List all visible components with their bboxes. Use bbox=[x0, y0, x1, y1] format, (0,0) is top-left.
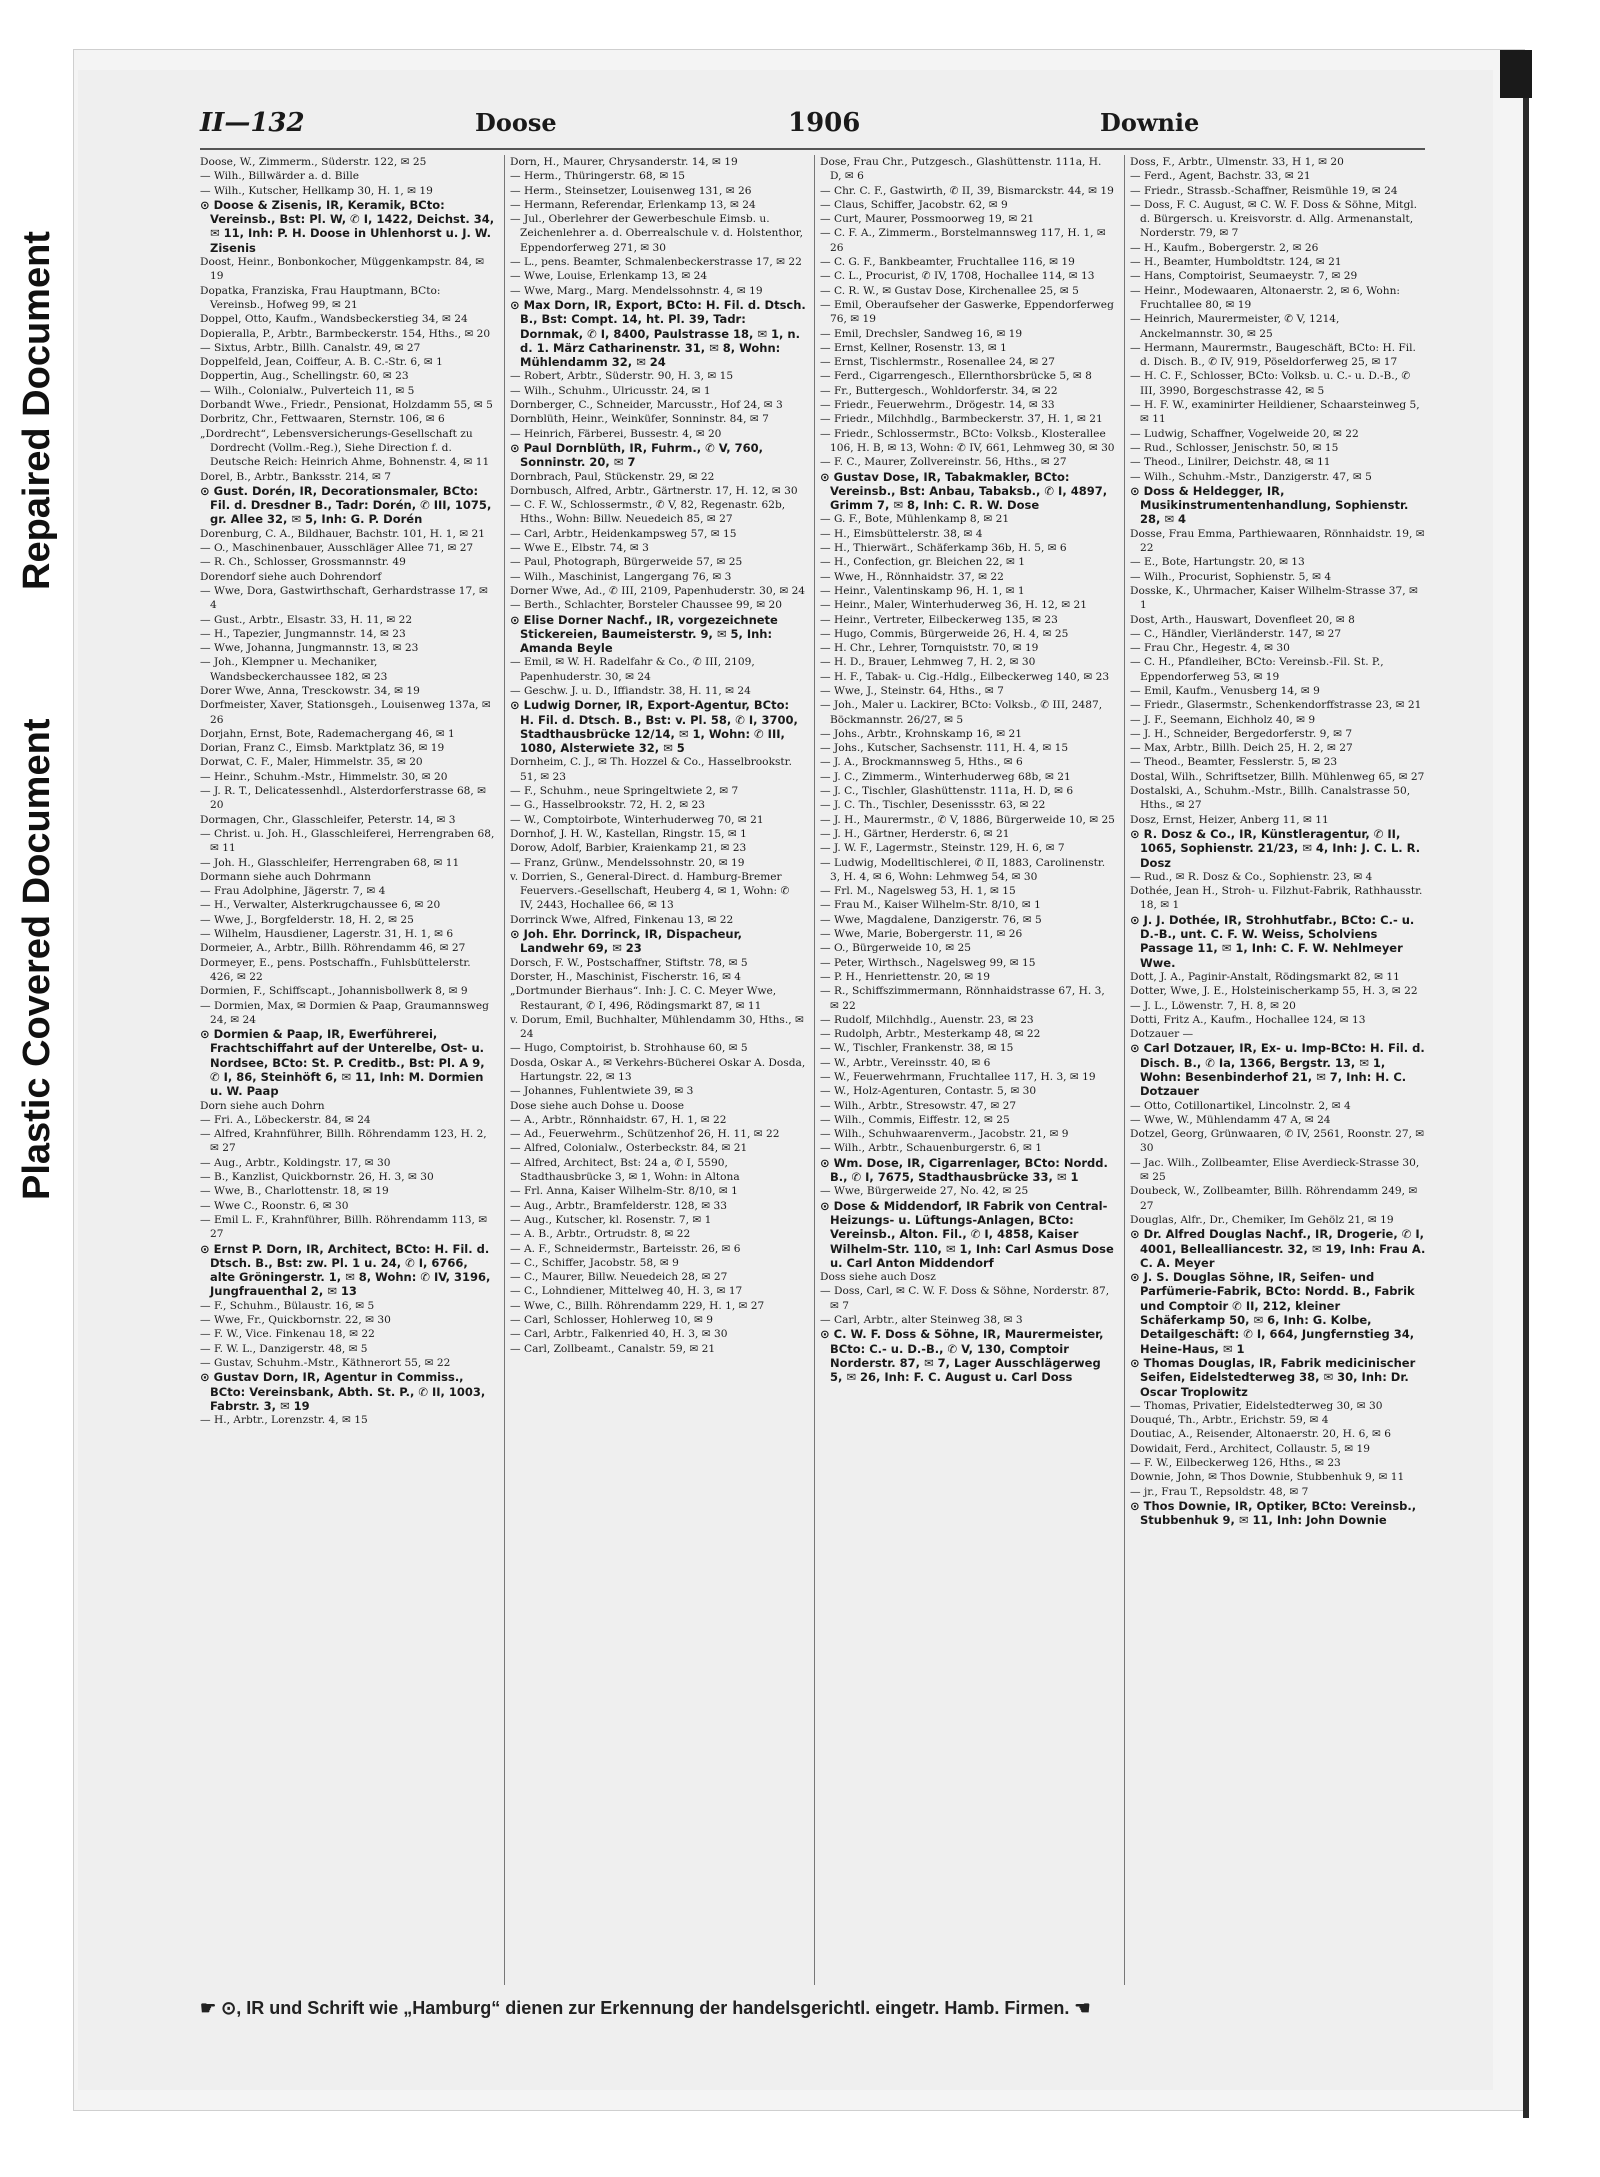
directory-entry: — Peter, Wirthsch., Nagelsweg 99, ✉ 15 bbox=[820, 956, 1036, 969]
page-header bbox=[200, 108, 1420, 144]
directory-entry: — Frau Adolphine, Jägerstr. 7, ✉ 4 bbox=[200, 885, 386, 898]
directory-entry: — C. R. W., ✉ Gustav Dose, Kirchenallee 25, ✉ 5 bbox=[820, 284, 1079, 297]
directory-entry: — Thomas, Privatier, Eidelstedterweg 30, ✉ 30 bbox=[1130, 1399, 1383, 1412]
directory-entry: Dorbritz, Chr., Fettwaaren, Sternstr. 106, ✉ 6 bbox=[200, 413, 445, 426]
directory-entry: — G., Hasselbrookstr. 72, H. 2, ✉ 23 bbox=[510, 799, 705, 812]
directory-entry: Dormeyer, E., pens. Postschaffn., Fuhlsbüttelerstr. 426, ✉ 22 bbox=[200, 956, 471, 983]
directory-entry: Dornbrach, Paul, Stückenstr. 29, ✉ 22 bbox=[510, 470, 715, 483]
directory-entry: — Paul, Photograph, Bürgerweide 57, ✉ 25 bbox=[510, 556, 743, 569]
directory-entry: Dormann siehe auch Dohrmann bbox=[200, 870, 371, 883]
directory-entry: Dornbusch, Alfred, Arbtr., Gärtnerstr. 17, H. 12, ✉ 30 bbox=[510, 484, 798, 497]
directory-entry: — Frau Chr., Hegestr. 4, ✉ 30 bbox=[1130, 642, 1290, 655]
directory-entry: — J. C., Zimmerm., Winterhuderweg 68b, ✉ 21 bbox=[820, 770, 1071, 783]
directory-entry: — Heinr., Valentinskamp 96, H. 1, ✉ 1 bbox=[820, 584, 1025, 597]
directory-entry: — G. F., Bote, Mühlenkamp 8, ✉ 21 bbox=[820, 513, 1010, 526]
directory-entry: — Dormien, Max, ✉ Dormien & Paap, Graumannsweg 24, ✉ 24 bbox=[200, 999, 489, 1026]
directory-entry: Dosske, K., Uhrmacher, Kaiser Wilhelm-Strasse 37, ✉ 1 bbox=[1130, 584, 1418, 612]
column-3 bbox=[820, 155, 1116, 1985]
directory-entry: Doutiac, A., Reisender, Altonaerstr. 20, H. 6, ✉ 6 bbox=[1130, 1428, 1392, 1441]
directory-entry: Dosse, Frau Emma, Parthiewaaren, Rönnhaidstr. 19, ✉ 22 bbox=[1130, 527, 1425, 555]
directory-entry: — Friedr., Glasermstr., Schenkendorffstrasse 23, ✉ 21 bbox=[1130, 699, 1422, 712]
directory-entry: — Emil, Oberaufseher der Gaswerke, Eppendorferweg 76, ✉ 19 bbox=[820, 298, 1114, 326]
repaired-document-label: Repaired Document bbox=[16, 231, 58, 590]
directory-entry: — W., Tischler, Frankenstr. 38, ✉ 15 bbox=[820, 1042, 1014, 1055]
directory-entry: — Johannes, Fuhlentwiete 39, ✉ 3 bbox=[510, 1085, 694, 1098]
directory-entry: — Heinr., Vertreter, Eilbeckerweg 135, ✉ 23 bbox=[820, 613, 1058, 626]
directory-entry: Dorwat, C. F., Maler, Himmelstr. 35, ✉ 20 bbox=[200, 756, 423, 769]
directory-entry: ⊙ Elise Dorner Nachf., IR, vorgezeichnete Stickereien, Baumeisterstr. 9, ✉ 5, Inh: Amanda Beyle bbox=[510, 612, 778, 656]
directory-entry: — Rudolph, Arbtr., Mesterkamp 48, ✉ 22 bbox=[820, 1028, 1041, 1041]
directory-entry: — F. W. L., Danzigerstr. 48, ✉ 5 bbox=[200, 1342, 368, 1355]
directory-entry: Dorster, H., Maschinist, Fischerstr. 16, ✉ 4 bbox=[510, 970, 742, 983]
side-banner bbox=[0, 0, 72, 2177]
directory-entry: — Johs., Arbtr., Krohnskamp 16, ✉ 21 bbox=[820, 727, 1023, 740]
directory-entry: Dorner Wwe, Ad., ✆ III, 2109, Papenhuderstr. 30, ✉ 24 bbox=[510, 584, 806, 597]
directory-entry: — J. H., Gärtner, Herderstr. 6, ✉ 21 bbox=[820, 827, 1010, 840]
directory-entry: Dott, J. A., Paginir-Anstalt, Rödingsmarkt 82, ✉ 11 bbox=[1130, 970, 1400, 983]
directory-entry: — A., Arbtr., Rönnhaidstr. 67, H. 1, ✉ 22 bbox=[510, 1113, 727, 1126]
directory-entry: — Carl, Schlosser, Hohlerweg 10, ✉ 9 bbox=[510, 1314, 713, 1327]
directory-entry: — Frl. Anna, Kaiser Wilhelm-Str. 8/10, ✉ 1 bbox=[510, 1185, 738, 1198]
directory-entry: Dorjahn, Ernst, Bote, Rademachergang 46, ✉ 1 bbox=[200, 727, 455, 740]
directory-entry: — Gust., Arbtr., Elsastr. 33, H. 11, ✉ 22 bbox=[200, 613, 413, 626]
directory-entry: Dose siehe auch Dohse u. Doose bbox=[510, 1099, 685, 1112]
directory-entry: — H., Verwalter, Alsterkrugchaussee 6, ✉ 20 bbox=[200, 899, 441, 912]
directory-entry: — Franz, Grünw., Mendelssohnstr. 20, ✉ 19 bbox=[510, 856, 745, 869]
directory-entry: — F. C., Maurer, Zollvereinstr. 56, Hths., ✉ 27 bbox=[820, 456, 1067, 469]
directory-entry: — Heinr., Schuhm.-Mstr., Himmelstr. 30, ✉ 20 bbox=[200, 770, 448, 783]
directory-entry: Dorow, Adolf, Barbier, Kraienkamp 21, ✉ 23 bbox=[510, 842, 747, 855]
directory-entry: — Wwe C., Roonstr. 6, ✉ 30 bbox=[200, 1199, 349, 1212]
directory-entry: — C., Händler, Vierländerstr. 147, ✉ 27 bbox=[1130, 627, 1342, 640]
directory-entry: ⊙ Doss & Heldegger, IR, Musikinstrumentenhandlung, Sophienstr. 28, ✉ 4 bbox=[1130, 483, 1409, 527]
directory-entry: Dopieralla, P., Arbtr., Barmbeckerstr. 154, Hths., ✉ 20 bbox=[200, 327, 491, 340]
directory-entry: — Aug., Arbtr., Koldingstr. 17, ✉ 30 bbox=[200, 1156, 391, 1169]
directory-entry: — Emil, Kaufm., Venusberg 14, ✉ 9 bbox=[1130, 684, 1320, 697]
directory-entry: Dormien, F., Schiffscapt., Johannisbollwerk 8, ✉ 9 bbox=[200, 985, 468, 998]
directory-entry: — Wilh., Kutscher, Hellkamp 30, H. 1, ✉ 19 bbox=[200, 184, 433, 197]
directory-entry: Doppel, Otto, Kaufm., Wandsbeckerstieg 34, ✉ 24 bbox=[200, 313, 468, 326]
directory-entry: Dorian, Franz C., Eimsb. Marktplatz 36, ✉ 19 bbox=[200, 742, 445, 755]
directory-entry: — Theod., Beamter, Fesslerstr. 5, ✉ 23 bbox=[1130, 756, 1338, 769]
header-rule bbox=[200, 148, 1425, 150]
directory-entry: Downie, John, ✉ Thos Downie, Stubbenhuk 9, ✉ 11 bbox=[1130, 1471, 1405, 1484]
directory-entry: — Wwe, B., Charlottenstr. 18, ✉ 19 bbox=[200, 1185, 389, 1198]
directory-entry: — Wilh., Arbtr., Schauenburgerstr. 6, ✉ 1 bbox=[820, 1142, 1042, 1155]
directory-entry: — Fri. A., Löbeckerstr. 84, ✉ 24 bbox=[200, 1113, 371, 1126]
directory-entry: — Alfred, Colonialw., Osterbeckstr. 84, ✉ 21 bbox=[510, 1142, 748, 1155]
scan-corner-mark bbox=[1500, 50, 1532, 98]
directory-entry: ⊙ Dr. Alfred Douglas Nachf., IR, Drogerie, ✆ I, 4001, Bellealliancestr. 32, ✉ 19, Inh: Frau A. C. A. Meyer bbox=[1130, 1227, 1426, 1270]
directory-entry: — J. R. T., Delicatessenhdl., Alsterdorferstrasse 68, ✉ 20 bbox=[200, 785, 487, 812]
directory-entry: — Wwe, J., Borgfelderstr. 18, H. 2, ✉ 25 bbox=[200, 913, 414, 926]
directory-entry: — Wwe, Dora, Gastwirthschaft, Gerhardstrasse 17, ✉ 4 bbox=[200, 584, 488, 612]
directory-entry: v. Dorum, Emil, Buchhalter, Mühlendamm 30, Hths., ✉ 24 bbox=[510, 1013, 804, 1041]
directory-entry: ⊙ Joh. Ehr. Dorrinck, IR, Dispacheur, Landwehr 69, ✉ 23 bbox=[510, 927, 742, 956]
directory-entry: — Heinr., Modewaaren, Altonaerstr. 2, ✉ 6, Wohn: Fruchtallee 80, ✉ 19 bbox=[1130, 284, 1400, 311]
column-2 bbox=[510, 155, 806, 1985]
directory-entry: — Christ. u. Joh. H., Glasschleiferei, Herrengraben 68, ✉ 11 bbox=[200, 827, 495, 855]
directory-entry: ⊙ Max Dorn, IR, Export, BCto: H. Fil. d. Dtsch. B., Bst: Compt. 14, ht. Pl. 39, Tadr: Dornmak, ✆ I, 8400, Paulstrasse 18, ✉ 1, n. d. 1. März Catharinenstr. 31, ✉ 8, Wohn: Mühlendamm 32, ✉ 24 bbox=[510, 297, 806, 370]
year-heading: 1906 bbox=[788, 108, 861, 138]
directory-entry: — Claus, Schiffer, Jacobstr. 62, ✉ 9 bbox=[820, 198, 1008, 211]
directory-entry: — C., Lohndiener, Mittelweg 40, H. 3, ✉ 17 bbox=[510, 1285, 743, 1298]
directory-entry: — H. D., Brauer, Lehmweg 7, H. 2, ✉ 30 bbox=[820, 656, 1036, 669]
directory-entry: — Herm., Steinsetzer, Louisenweg 131, ✉ 26 bbox=[510, 184, 752, 197]
directory-entry: Dornheim, C. J., ✉ Th. Hozzel & Co., Hasselbrookstr. 51, ✉ 23 bbox=[510, 756, 792, 783]
directory-entry: ⊙ Ludwig Dorner, IR, Export-Agentur, BCto: H. Fil. d. Dtsch. B., Bst: v. Pl. 58, ✆ I, 3700, Stadthausbrücke 12/14, ✉ 1, Wohn: ✆ III, 1080, Alsterwiete 32, ✉ 5 bbox=[510, 698, 798, 756]
directory-columns bbox=[200, 155, 1425, 1985]
directory-entry: Doss, F., Arbtr., Ulmenstr. 33, H 1, ✉ 20 bbox=[1130, 156, 1344, 168]
directory-entry: ⊙ Paul Dornblüth, IR, Fuhrm., ✆ V, 760, Sonninstr. 20, ✉ 7 bbox=[510, 440, 763, 470]
page-number: II—132 bbox=[200, 108, 305, 138]
directory-entry: — A. F., Schneidermstr., Barteisstr. 26, ✉ 6 bbox=[510, 1242, 741, 1255]
directory-entry: ⊙ Gustav Dorn, IR, Agentur in Commiss., BCto: Vereinsbank, Abth. St. P., ✆ II, 1003, Fabrstr. 3, ✉ 19 bbox=[200, 1370, 486, 1413]
directory-entry: ⊙ Thomas Douglas, IR, Fabrik medicinischer Seifen, Eidelstedterweg 38, ✉ 30, Inh: Dr. Oscar Troplowitz bbox=[1130, 1355, 1416, 1399]
column-divider bbox=[1124, 155, 1125, 1985]
directory-entry: ⊙ J. J. Dothée, IR, Strohhutfabr., BCto: C.- u. D.-B., unt. C. F. W. Weiss, Scholviens Passage 11, ✉ 1, Inh: C. F. W. Nehlmeyer Wwe. bbox=[1130, 912, 1415, 970]
directory-entry: Dormeier, A., Arbtr., Billh. Röhrendamm 46, ✉ 27 bbox=[200, 942, 466, 955]
directory-entry: ⊙ Ernst P. Dorn, IR, Architect, BCto: H. Fil. d. Dtsch. B., Bst: zw. Pl. 1 u. 24, ✆ I, 6766, alte Gröningerstr. 1, ✉ 8, Wohn: ✆ IV, 3196, Jungfrauenthal 2, ✉ 13 bbox=[200, 1241, 491, 1299]
directory-entry: — Alfred, Architect, Bst: 24 a, ✆ I, 5590, Stadthausbrücke 3, ✉ 1, Wohn: in Altona bbox=[510, 1156, 740, 1184]
directory-entry: — J. H., Schneider, Bergedorferstr. 9, ✉ 7 bbox=[1130, 727, 1353, 740]
directory-entry: Dorn, H., Maurer, Chrysanderstr. 14, ✉ 19 bbox=[510, 156, 738, 168]
directory-entry: Dorenburg, C. A., Bildhauer, Bachstr. 101, H. 1, ✉ 21 bbox=[200, 527, 485, 540]
directory-entry: v. Dorrien, S., General-Direct. d. Hamburg-Bremer Feuervers.-Gesellschaft, Heuberg 4, ✉ 1, Wohn: ✆ IV, 2443, Hochallee 66, ✉ 13 bbox=[510, 870, 790, 912]
directory-entry: — L., pens. Beamter, Schmalenbeckerstrasse 17, ✉ 22 bbox=[510, 256, 802, 269]
directory-entry: Dosz, Ernst, Heizer, Anberg 11, ✉ 11 bbox=[1130, 813, 1329, 826]
directory-entry: Doppelfeld, Jean, Coiffeur, A. B. C.-Str. 6, ✉ 1 bbox=[200, 356, 443, 369]
directory-entry: — Wwe, Marie, Bobergerstr. 11, ✉ 26 bbox=[820, 928, 1023, 941]
left-guide-word: Doose bbox=[475, 108, 557, 137]
directory-entry: — Rudolf, Milchhdlg., Auenstr. 23, ✉ 23 bbox=[820, 1013, 1034, 1026]
directory-entry: — Hugo, Commis, Bürgerweide 26, H. 4, ✉ 25 bbox=[820, 627, 1069, 640]
directory-entry: — Heinrich, Maurermeister, ✆ V, 1214, Anckelmannstr. 30, ✉ 25 bbox=[1130, 313, 1340, 340]
directory-entry: — H., Arbtr., Lorenzstr. 4, ✉ 15 bbox=[200, 1414, 368, 1427]
directory-entry: Doost, Heinr., Bonbonkocher, Müggenkampstr. 84, ✉ 19 bbox=[200, 256, 485, 283]
directory-entry: ⊙ Dose & Middendorf, IR Fabrik von Central-Heizungs- u. Lüftungs-Anlagen, BCto: Vereinsb., Alton. Fil., ✆ I, 4858, Kaiser Wilhelm-Str. 110, ✉ 1, Inh: Carl Asmus Dose u. Carl Anton Middendorf bbox=[820, 1198, 1114, 1270]
directory-entry: — Doss, F. C. August, ✉ C. W. F. Doss & Söhne, Mitgl. d. Bürgersch. u. Kreisvorstr. d. Allg. Armenanstalt, Norderstr. 79, ✉ 7 bbox=[1130, 198, 1417, 240]
directory-entry: — Wwe E., Elbstr. 74, ✉ 3 bbox=[510, 542, 649, 555]
directory-entry: — Wilh., Schuhm.-Mstr., Danzigerstr. 47, ✉ 5 bbox=[1130, 470, 1372, 483]
directory-entry: — Berth., Schlachter, Borsteler Chaussee 99, ✉ 20 bbox=[510, 599, 782, 612]
directory-entry: — Heinr., Maler, Winterhuderweg 36, H. 12, ✉ 21 bbox=[820, 599, 1088, 612]
directory-entry: Dothée, Jean H., Stroh- u. Filzhut-Fabrik, Rathhausstr. 18, ✉ 1 bbox=[1130, 885, 1423, 912]
directory-entry: — Friedr., Milchhdlg., Barmbeckerstr. 37, H. 1, ✉ 21 bbox=[820, 413, 1103, 426]
directory-entry: — Wwe, C., Billh. Röhrendamm 229, H. 1, ✉ 27 bbox=[510, 1299, 765, 1312]
directory-entry: — Ernst, Kellner, Rosenstr. 13, ✉ 1 bbox=[820, 341, 1007, 354]
directory-entry: — J. W. F., Lagermstr., Steinstr. 129, H. 6, ✉ 7 bbox=[820, 842, 1065, 855]
directory-entry: Doss siehe auch Dosz bbox=[820, 1271, 936, 1284]
directory-entry: — Frau M., Kaiser Wilhelm-Str. 8/10, ✉ 1 bbox=[820, 899, 1041, 912]
directory-entry: Dorfmeister, Xaver, Stationsgeh., Louisenweg 137a, ✉ 26 bbox=[200, 699, 491, 726]
directory-entry: — Emil, Drechsler, Sandweg 16, ✉ 19 bbox=[820, 327, 1023, 340]
directory-entry: — Johs., Kutscher, Sachsenstr. 111, H. 4, ✉ 15 bbox=[820, 742, 1069, 755]
directory-entry: — H., Thierwärt., Schäferkamp 36b, H. 5, ✉ 6 bbox=[820, 542, 1067, 555]
directory-entry: — C. F. A., Zimmerm., Borstelmannsweg 117, H. 1, ✉ 26 bbox=[820, 227, 1106, 254]
directory-entry: — B., Kanzlist, Quickbornstr. 26, H. 3, ✉ 30 bbox=[200, 1171, 434, 1184]
directory-entry: Dorn siehe auch Dohrn bbox=[200, 1099, 325, 1112]
directory-entry: — Friedr., Strassb.-Schaffner, Reismühle 19, ✉ 24 bbox=[1130, 184, 1398, 197]
directory-entry: — H., Beamter, Humboldtstr. 124, ✉ 21 bbox=[1130, 256, 1342, 269]
directory-entry: — J. A., Brockmannsweg 5, Hths., ✉ 6 bbox=[820, 756, 1023, 769]
directory-entry: — F. W., Eilbeckerweg 126, Hths., ✉ 23 bbox=[1130, 1457, 1341, 1470]
directory-entry: — Wwe, W., Mühlendamm 47 A, ✉ 24 bbox=[1130, 1113, 1331, 1126]
directory-entry: — Jac. Wilh., Zollbeamter, Elise Averdieck-Strasse 30, ✉ 25 bbox=[1130, 1156, 1420, 1184]
directory-entry: — C. H., Pfandleiher, BCto: Vereinsb.-Fil. St. P., Eppendorferweg 53, ✉ 19 bbox=[1130, 656, 1384, 683]
directory-entry: — H., Confection, gr. Bleichen 22, ✉ 1 bbox=[820, 556, 1025, 569]
directory-entry: — Ludwig, Schaffner, Vogelweide 20, ✉ 22 bbox=[1130, 427, 1359, 440]
directory-entry: Dotter, Wwe, J. E., Holsteinischerkamp 55, H. 3, ✉ 22 bbox=[1130, 985, 1418, 998]
directory-entry: ⊙ Gust. Dorén, IR, Decorationsmaler, BCto: Fil. d. Dresdner B., Tadr: Dorén, ✆ III, 1075, gr. Allee 32, ✉ 5, Inh: G. P. Dorén bbox=[200, 483, 492, 527]
directory-entry: — H. F. W., examinirter Heildiener, Schaarsteinweg 5, ✉ 11 bbox=[1130, 399, 1420, 426]
directory-entry: — J. C. Th., Tischler, Desenissstr. 63, ✉ 22 bbox=[820, 799, 1046, 812]
directory-entry: — Joh., Maler u. Lackirer, BCto: Volksb., ✆ III, 2487, Böckmannstr. 26/27, ✉ 5 bbox=[820, 699, 1103, 726]
directory-entry: — Frl. M., Nagelsweg 53, H. 1, ✉ 15 bbox=[820, 885, 1016, 898]
directory-entry: — Hermann, Referendar, Erlenkamp 13, ✉ 24 bbox=[510, 198, 756, 211]
directory-entry: — H., Tapezier, Jungmannstr. 14, ✉ 23 bbox=[200, 627, 406, 640]
directory-entry: ⊙ Dormien & Paap, IR, Ewerführerei, Frachtschiffahrt auf der Unterelbe, Ost- u. Nordsee, BCto: St. P. Creditb., Bst: Pl. A 9, ✆ I, 86, Steinhöft 6, ✉ 11, Inh: M. Dormien u. W. Paap bbox=[200, 1027, 485, 1099]
directory-entry: — Carl, Zollbeamt., Canalstr. 59, ✉ 21 bbox=[510, 1342, 716, 1355]
directory-entry: Dorsch, F. W., Postschaffner, Stiftstr. 78, ✉ 5 bbox=[510, 956, 748, 969]
directory-entry: — H., Kaufm., Bobergerstr. 2, ✉ 26 bbox=[1130, 241, 1319, 254]
directory-entry: — Herm., Thüringerstr. 68, ✉ 15 bbox=[510, 170, 686, 183]
column-4 bbox=[1130, 155, 1426, 1985]
directory-entry: — C. F. W., Schlossermstr., ✆ V, 82, Regenastr. 62b, Hths., Wohn: Billw. Neuedeich 85, ✉ 27 bbox=[510, 499, 786, 526]
page-footer-note: ☛ ⊙, IR und Schrift wie „Hamburg“ dienen zur Erkennung der handelsgerichtl. eingetr. Hamb. Firmen. ☚ bbox=[200, 1998, 1091, 2018]
directory-entry: Dorrinck Wwe, Alfred, Finkenau 13, ✉ 22 bbox=[510, 913, 734, 926]
directory-entry: — F., Schuhm., Bülaustr. 16, ✉ 5 bbox=[200, 1299, 375, 1312]
directory-entry: — F., Schuhm., neue Springeltwiete 2, ✉ 7 bbox=[510, 785, 739, 798]
plastic-covered-label: Plastic Covered Document bbox=[16, 718, 58, 1200]
directory-entry: — Wilhelm, Hausdiener, Lagerstr. 31, H. 1, ✉ 6 bbox=[200, 928, 454, 941]
directory-entry: — Carl, Arbtr., Falkenried 40, H. 3, ✉ 30 bbox=[510, 1328, 728, 1341]
directory-entry: — W., Arbtr., Vereinsstr. 40, ✉ 6 bbox=[820, 1056, 991, 1069]
directory-entry: — Emil L. F., Krahnführer, Billh. Röhrendamm 113, ✉ 27 bbox=[200, 1213, 488, 1241]
directory-entry: — R., Schiffszimmermann, Rönnhaidstrasse 67, H. 3, ✉ 22 bbox=[820, 985, 1105, 1012]
directory-entry: — J. L., Löwenstr. 7, H. 8, ✉ 20 bbox=[1130, 999, 1296, 1012]
directory-entry: — Doss, Carl, ✉ C. W. F. Doss & Söhne, Norderstr. 87, ✉ 7 bbox=[820, 1285, 1110, 1312]
directory-entry: Dosda, Oskar A., ✉ Verkehrs-Bücherei Oskar A. Dosda, Hartungstr. 22, ✉ 13 bbox=[510, 1056, 806, 1083]
directory-entry: Dotzel, Georg, Grünwaaren, ✆ IV, 2561, Roonstr. 27, ✉ 30 bbox=[1130, 1128, 1425, 1155]
directory-entry: Dost, Arth., Hauswart, Dovenfleet 20, ✉ 8 bbox=[1130, 613, 1355, 626]
directory-entry: — Rud., Schlosser, Jenischstr. 50, ✉ 15 bbox=[1130, 441, 1339, 454]
directory-entry: — Aug., Arbtr., Bramfelderstr. 128, ✉ 33 bbox=[510, 1199, 727, 1212]
right-guide-word: Downie bbox=[1100, 108, 1200, 137]
directory-entry: Dostal, Wilh., Schriftsetzer, Billh. Mühlenweg 65, ✉ 27 bbox=[1130, 770, 1425, 783]
directory-entry: — Wilh., Billwärder a. d. Bille bbox=[200, 170, 360, 183]
column-divider bbox=[814, 155, 815, 1985]
directory-entry: — Wwe, Louise, Erlenkamp 13, ✉ 24 bbox=[510, 270, 708, 283]
directory-entry: — A. B., Arbtr., Ortrudstr. 8, ✉ 22 bbox=[510, 1228, 691, 1241]
directory-entry: — P. H., Henriettenstr. 20, ✉ 19 bbox=[820, 970, 990, 983]
directory-entry: — Wwe, Bürgerweide 27, No. 42, ✉ 25 bbox=[820, 1185, 1029, 1198]
directory-entry: — Theod., Linilrer, Deichstr. 48, ✉ 11 bbox=[1130, 456, 1331, 469]
directory-entry: ⊙ C. W. F. Doss & Söhne, IR, Maurermeister, BCto: C.- u. D.-B., ✆ V, 130, Comptoir Norderstr. 87, ✉ 7, Lager Ausschlägerweg 5, ✉ 26, Inh: F. C. August u. Carl Doss bbox=[820, 1327, 1104, 1385]
directory-entry: — H. Chr., Lehrer, Tornquiststr. 70, ✉ 19 bbox=[820, 642, 1039, 655]
directory-entry: — Emil, ✉ W. H. Radelfahr & Co., ✆ III, 2109, Papenhuderstr. 30, ✉ 24 bbox=[510, 656, 755, 683]
directory-entry: — Carl, Arbtr., Heidenkampsweg 57, ✉ 15 bbox=[510, 527, 737, 540]
directory-entry: — Ernst, Tischlermstr., Rosenallee 24, ✉ 27 bbox=[820, 356, 1055, 369]
directory-entry: — Otto, Cotillonartikel, Lincolnstr. 2, ✉ 4 bbox=[1130, 1099, 1351, 1112]
directory-entry: — R. Ch., Schlosser, Grossmannstr. 49 bbox=[200, 556, 406, 569]
directory-entry: — Joh., Klempner u. Mechaniker, Wandsbeckerchaussee 182, ✉ 23 bbox=[200, 656, 388, 683]
directory-entry: — Friedr., Feuerwehrm., Drögestr. 14, ✉ 33 bbox=[820, 399, 1055, 412]
directory-entry: — Wilh., Maschinist, Langergang 76, ✉ 3 bbox=[510, 570, 732, 583]
directory-entry: — Wwe, J., Steinstr. 64, Hths., ✉ 7 bbox=[820, 684, 1004, 697]
directory-entry: — Hermann, Maurermstr., Baugeschäft, BCto: H. Fil. d. Disch. B., ✆ IV, 919, Pöseldorferweg 25, ✉ 17 bbox=[1130, 341, 1416, 369]
directory-entry: — Aug., Kutscher, kl. Rosenstr. 7, ✉ 1 bbox=[510, 1213, 712, 1226]
directory-entry: — Geschw. J. u. D., Iffiandstr. 38, H. 11, ✉ 24 bbox=[510, 684, 751, 697]
directory-entry: — E., Bote, Hartungstr. 20, ✉ 13 bbox=[1130, 556, 1305, 569]
directory-entry: ⊙ Thos Downie, IR, Optiker, BCto: Vereinsb., Stubbenhuk 9, ✉ 11, Inh: John Downie bbox=[1130, 1498, 1417, 1528]
directory-entry: ⊙ R. Dosz & Co., IR, Künstleragentur, ✆ II, 1065, Sophienstr. 21/23, ✉ 4, Inh: J. C. L. R. Dosz bbox=[1130, 826, 1421, 870]
directory-entry: — Rud., ✉ R. Dosz & Co., Sophienstr. 23, ✉ 4 bbox=[1130, 870, 1373, 883]
directory-entry: — Jul., Oberlehrer der Gewerbeschule Eimsb. u. Zeichenlehrer a. d. Oberrealschule v. d. Holstenthor, Eppendorferweg 271, ✉ 30 bbox=[510, 213, 804, 254]
directory-entry: — Wwe, Marg., Marg. Mendelssohnstr. 4, ✉ 19 bbox=[510, 284, 763, 297]
directory-entry: — O., Bürgerweide 10, ✉ 25 bbox=[820, 942, 971, 955]
directory-entry: — Sixtus, Arbtr., Billh. Canalstr. 49, ✉ 27 bbox=[200, 341, 421, 354]
directory-entry: — Wilh., Arbtr., Stresowstr. 47, ✉ 27 bbox=[820, 1099, 1017, 1112]
directory-entry: — Wilh., Colonialw., Pulverteich 11, ✉ 5 bbox=[200, 384, 415, 397]
directory-entry: Dotzauer — bbox=[1130, 1028, 1194, 1041]
directory-entry: Dornhof, J. H. W., Kastellan, Ringstr. 15, ✉ 1 bbox=[510, 827, 747, 840]
directory-entry: — Carl, Arbtr., alter Steinweg 38, ✉ 3 bbox=[820, 1314, 1023, 1327]
directory-entry: — Wilh., Commis, Eiffestr. 12, ✉ 25 bbox=[820, 1113, 1010, 1126]
directory-entry: — W., Comptoirbote, Winterhuderweg 70, ✉ 21 bbox=[510, 813, 764, 826]
directory-entry: — Ferd., Cigarrengesch., Ellernthorsbrücke 5, ✉ 8 bbox=[820, 370, 1092, 383]
directory-entry: — W., Feuerwehrmann, Fruchtallee 117, H. 3, ✉ 19 bbox=[820, 1071, 1096, 1083]
column-divider bbox=[504, 155, 505, 1985]
directory-entry: — Fr., Buttergesch., Wohldorferstr. 34, ✉ 22 bbox=[820, 384, 1058, 397]
directory-entry: — Wwe, Magdalene, Danzigerstr. 76, ✉ 5 bbox=[820, 913, 1042, 926]
directory-entry: — Ad., Feuerwehrm., Schützenhof 26, H. 11, ✉ 22 bbox=[510, 1128, 780, 1141]
directory-entry: — C. L., Procurist, ✆ IV, 1708, Hochallee 114, ✉ 13 bbox=[820, 270, 1095, 283]
directory-entry: Doppertin, Aug., Schellingstr. 60, ✉ 23 bbox=[200, 370, 409, 383]
directory-entry: — J. F., Seemann, Eichholz 40, ✉ 9 bbox=[1130, 713, 1316, 726]
directory-entry: Dose, Frau Chr., Putzgesch., Glashüttenstr. 111a, H. D, ✉ 6 bbox=[820, 156, 1102, 183]
directory-entry: — Friedr., Schlossermstr., BCto: Volksb., Klosterallee 106, H. B, ✉ 13, Wohn: ✆ IV, 661, Lehmweg 30, ✉ 30 bbox=[820, 427, 1115, 454]
directory-entry: — Wwe, H., Rönnhaidstr. 37, ✉ 22 bbox=[820, 570, 1004, 583]
directory-entry: — Gustav, Schuhm.-Mstr., Käthnerort 55, ✉ 22 bbox=[200, 1356, 451, 1369]
directory-entry: — H., Eimsbüttelerstr. 38, ✉ 4 bbox=[820, 527, 983, 540]
directory-entry: Dorel, B., Arbtr., Banksstr. 214, ✉ 7 bbox=[200, 470, 392, 483]
page-edge-shadow bbox=[1523, 98, 1529, 2118]
directory-entry: — C. G. F., Bankbeamter, Fruchtallee 116, ✉ 19 bbox=[820, 256, 1075, 269]
directory-entry: Dorendorf siehe auch Dohrendorf bbox=[200, 570, 382, 583]
directory-entry: — F. W., Vice. Finkenau 18, ✉ 22 bbox=[200, 1328, 375, 1341]
directory-entry: ⊙ Wm. Dose, IR, Cigarrenlager, BCto: Nordd. B., ✆ I, 7675, Stadthausbrücke 33, ✉ 1 bbox=[820, 1155, 1108, 1185]
directory-entry: „Dortmunder Bierhaus“. Inh: J. C. C. Meyer Wwe, Restaurant, ✆ I, 496, Rödingsmarkt 87, ✉ 11 bbox=[510, 985, 777, 1012]
directory-entry: Dornberger, C., Schneider, Marcusstr., Hof 24, ✉ 3 bbox=[510, 399, 783, 412]
column-1 bbox=[200, 155, 496, 1985]
directory-entry: Dorbandt Wwe., Friedr., Pensionat, Holzdamm 55, ✉ 5 bbox=[200, 399, 493, 412]
directory-entry: — Wwe, Johanna, Jungmannstr. 13, ✉ 23 bbox=[200, 642, 419, 655]
directory-entry: — W., Holz-Agenturen, Contastr. 5, ✉ 30 bbox=[820, 1085, 1037, 1098]
directory-entry: Doose, W., Zimmerm., Süderstr. 122, ✉ 25 bbox=[200, 156, 427, 168]
directory-entry: „Dordrecht“, Lebensversicherungs-Gesellschaft zu Dordrecht (Vollm.-Reg.), Siehe Direction f. d. Deutsche Reich: Heinrich Ahme, Bohnenstr. 4, ✉ 11 bbox=[200, 427, 490, 469]
directory-entry: ⊙ Gustav Dose, IR, Tabakmakler, BCto: Vereinsb., Bst: Anbau, Tabaksb., ✆ I, 4897, Grimm 7, ✉ 8, Inh: C. R. W. Dose bbox=[820, 469, 1108, 513]
directory-entry: — Wilh., Schuhm., Ulricusstr. 24, ✉ 1 bbox=[510, 384, 711, 397]
directory-entry: — Hugo, Comptoirist, b. Strohhause 60, ✉ 5 bbox=[510, 1042, 748, 1055]
directory-entry: — jr., Frau T., Repsoldstr. 48, ✉ 7 bbox=[1130, 1485, 1309, 1498]
directory-entry: Dormagen, Chr., Glasschleifer, Peterstr. 14, ✉ 3 bbox=[200, 813, 456, 826]
directory-entry: — O., Maschinenbauer, Ausschläger Allee 71, ✉ 27 bbox=[200, 542, 474, 555]
directory-entry: — J. C., Tischler, Glashüttenstr. 111a, H. D, ✉ 6 bbox=[820, 785, 1074, 798]
directory-entry: — Wilh., Procurist, Sophienstr. 5, ✉ 4 bbox=[1130, 570, 1332, 583]
directory-entry: — Hans, Comptoirist, Seumaeystr. 7, ✉ 29 bbox=[1130, 270, 1358, 283]
directory-entry: — C., Maurer, Billw. Neuedeich 28, ✉ 27 bbox=[510, 1271, 728, 1284]
directory-entry: — Alfred, Krahnführer, Billh. Röhrendamm 123, H. 2, ✉ 27 bbox=[200, 1128, 487, 1155]
directory-entry: — Joh. H., Glasschleifer, Herrengraben 68, ✉ 11 bbox=[200, 856, 460, 869]
directory-entry: — H. C. F., Schlosser, BCto: Volksb. u. C.- u. D.-B., ✆ III, 3990, Borgeschstrasse 42, ✉ 5 bbox=[1130, 370, 1411, 397]
directory-entry: — C., Schiffer, Jacobstr. 58, ✉ 9 bbox=[510, 1256, 679, 1269]
directory-entry: Douqué, Th., Arbtr., Erichstr. 59, ✉ 4 bbox=[1130, 1414, 1329, 1427]
directory-entry: Dotti, Fritz A., Kaufm., Hochallee 124, ✉ 13 bbox=[1130, 1013, 1366, 1026]
directory-entry: Dowidait, Ferd., Architect, Collaustr. 5, ✉ 19 bbox=[1130, 1442, 1371, 1455]
directory-entry: — Wwe, Fr., Quickbornstr. 22, ✉ 30 bbox=[200, 1314, 391, 1327]
directory-entry: — J. H., Maurermstr., ✆ V, 1886, Bürgerweide 10, ✉ 25 bbox=[820, 813, 1115, 826]
directory-entry: — Ludwig, Modelltischlerei, ✆ II, 1883, Carolinenstr. 3, H. 4, ✉ 6, Wohn: Lehmweg 54, ✉ 30 bbox=[820, 856, 1106, 883]
directory-entry: — H. F., Tabak- u. Cig.-Hdlg., Eilbeckerweg 140, ✉ 23 bbox=[820, 670, 1110, 683]
directory-entry: — Chr. C. F., Gastwirth, ✆ II, 39, Bismarckstr. 44, ✉ 19 bbox=[820, 184, 1114, 197]
directory-entry: — Ferd., Agent, Bachstr. 33, ✉ 21 bbox=[1130, 170, 1311, 183]
directory-entry: Dopatka, Franziska, Frau Hauptmann, BCto: Vereinsb., Hofweg 99, ✉ 21 bbox=[200, 284, 441, 311]
directory-entry: Dornblüth, Heinr., Weinküfer, Sonninstr. 84, ✉ 7 bbox=[510, 413, 769, 426]
directory-entry: — Wilh., Schuhwaarenverm., Jacobstr. 21, ✉ 9 bbox=[820, 1128, 1069, 1141]
directory-entry: Dorer Wwe, Anna, Tresckowstr. 34, ✉ 19 bbox=[200, 684, 420, 697]
directory-entry: Dostalski, A., Schuhm.-Mstr., Billh. Canalstrasse 50, Hths., ✉ 27 bbox=[1130, 785, 1411, 812]
directory-entry: — Robert, Arbtr., Süderstr. 90, H. 3, ✉ 15 bbox=[510, 370, 734, 383]
directory-entry: ⊙ Carl Dotzauer, IR, Ex- u. Imp-BCto: H. Fil. d. Disch. B., ✆ Ia, 1366, Bergstr. 13, ✉ 1, Wohn: Besenbinderhof 21, ✉ 7, Inh: H. C. Dotzauer bbox=[1130, 1041, 1425, 1099]
directory-entry: ⊙ Doose & Zisenis, IR, Keramik, BCto: Vereinsb., Bst: Pl. W, ✆ I, 1422, Deichst. 34, ✉ 11, Inh: P. H. Doose in Uhlenhorst u. J. W. Zisenis bbox=[200, 197, 495, 255]
directory-entry: ⊙ J. S. Douglas Söhne, IR, Seifen- und Parfümerie-Fabrik, BCto: Nordd. B., Fabrik und Comptoir ✆ II, 212, kleiner Schäferkamp 50, ✉ 6, Inh: G. Kolbe, Detailgeschäft: ✆ I, 664, Jungfernstieg 34, Heine-Haus, ✉ 1 bbox=[1130, 1270, 1415, 1356]
directory-entry: Doubeck, W., Zollbeamter, Billh. Röhrendamm 249, ✉ 27 bbox=[1130, 1185, 1418, 1212]
directory-entry: — Max, Arbtr., Billh. Deich 25, H. 2, ✉ 27 bbox=[1130, 742, 1353, 755]
directory-entry: Douglas, Alfr., Dr., Chemiker, Im Gehölz 21, ✉ 19 bbox=[1130, 1213, 1394, 1226]
directory-entry: — Heinrich, Färberei, Bussestr. 4, ✉ 20 bbox=[510, 427, 722, 440]
directory-entry: — Curt, Maurer, Possmoorweg 19, ✉ 21 bbox=[820, 213, 1035, 226]
